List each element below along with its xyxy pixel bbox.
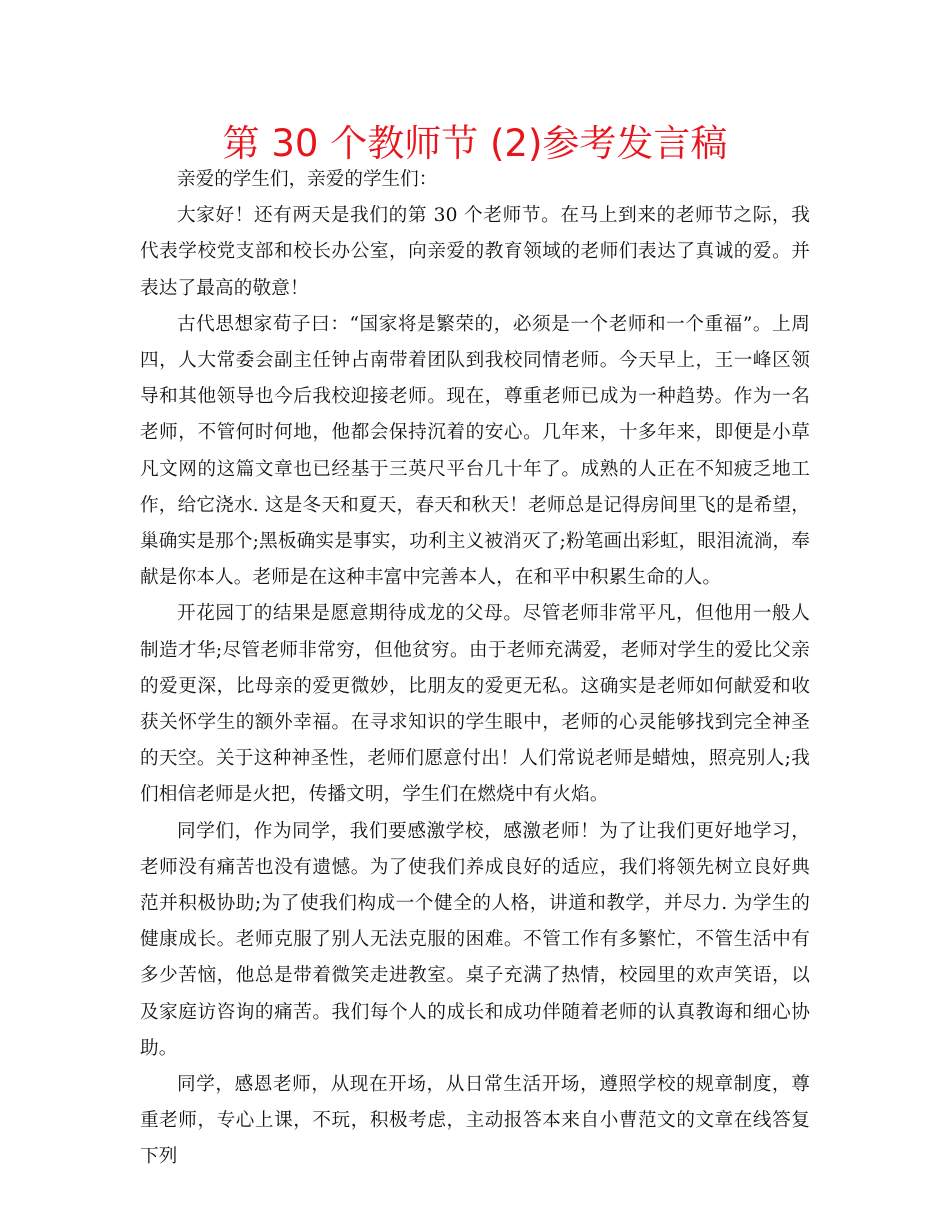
paragraph-2: 古代思想家荀子曰：“国家将是繁荣的，必须是一个老师和一个重福”。上周四，人大常委会副主任钟占南带着团队到我校同情老师。今天早上，王一峰区领导和其他领导也今后我校迎接老师。现在，尊重老师已成为一种趋势。作为一名老师，不管何时何地，他都会保持沉着的安心。几年来，十多年来，即便是小草凡文网的这篇文章也已经基于三英尺平台几十年了。成熟的人正在不知疲乏地工作，给它浇水. 这是冬天和夏天，春天和秋天！老师总是记得房间里飞的是希望，巢确实是那个;黑板确实是事实，功利主义被消灭了;粉笔画出彩虹，眼泪流淌，奉献是你本人。老师是在这种丰富中完善本人，在和平中积累生命的人。 — [140, 313, 810, 589]
paragraph-1: 大家好！还有两天是我们的第 30 个老师节。在马上到来的老师节之际，我代表学校党支部和校长办公室，向亲爱的教育领域的老师们表达了真诚的爱。并表达了最高的敬意！ — [140, 205, 810, 299]
salutation: 亲爱的学生们，亲爱的学生们： — [177, 169, 438, 190]
paragraph-5: 同学，感恩老师，从现在开场，从日常生活开场，遵照学校的规章制度，尊重老师，专心上课，不玩，积极考虑，主动报答本来自小曹范文的文章在线答复下列 — [140, 1074, 810, 1168]
document-body — [140, 162, 810, 1176]
paragraph-4: 同学们，作为同学，我们要感激学校，感激老师！为了让我们更好地学习，老师没有痛苦也没有遗憾。为了使我们养成良好的适应，我们将领先树立良好典范并积极协助;为了使我们构成一个健全的人格，讲道和教学，并尽力. 为学生的健康成长。老师克服了别人无法克服的困难。不管工作有多繁忙，不管生活中有多少苦恼，他总是带着微笑走进教室。桌子充满了热情，校园里的欢声笑语，以及家庭访咨询的痛苦。我们每个人的成长和成功伴随着老师的认真教诲和细心协助。 — [140, 820, 810, 1059]
paragraph-3: 开花园丁的结果是愿意期待成龙的父母。尽管老师非常平凡，但他用一般人制造才华;尽管老师非常穷，但他贫穷。由于老师充满爱，老师对学生的爱比父亲的爱更深，比母亲的爱更微妙，比朋友的爱更无私。这确实是老师如何献爱和收获关怀学生的额外幸福。在寻求知识的学生眼中，老师的心灵能够找到完全神圣的天空。关于这种神圣性，老师们愿意付出！人们常说老师是蜡烛，照亮别人;我们相信老师是火把，传播文明，学生们在燃烧中有火焰。 — [140, 603, 810, 806]
document-title: 第 30 个教师节 (2)参考发言稿 — [222, 122, 728, 165]
